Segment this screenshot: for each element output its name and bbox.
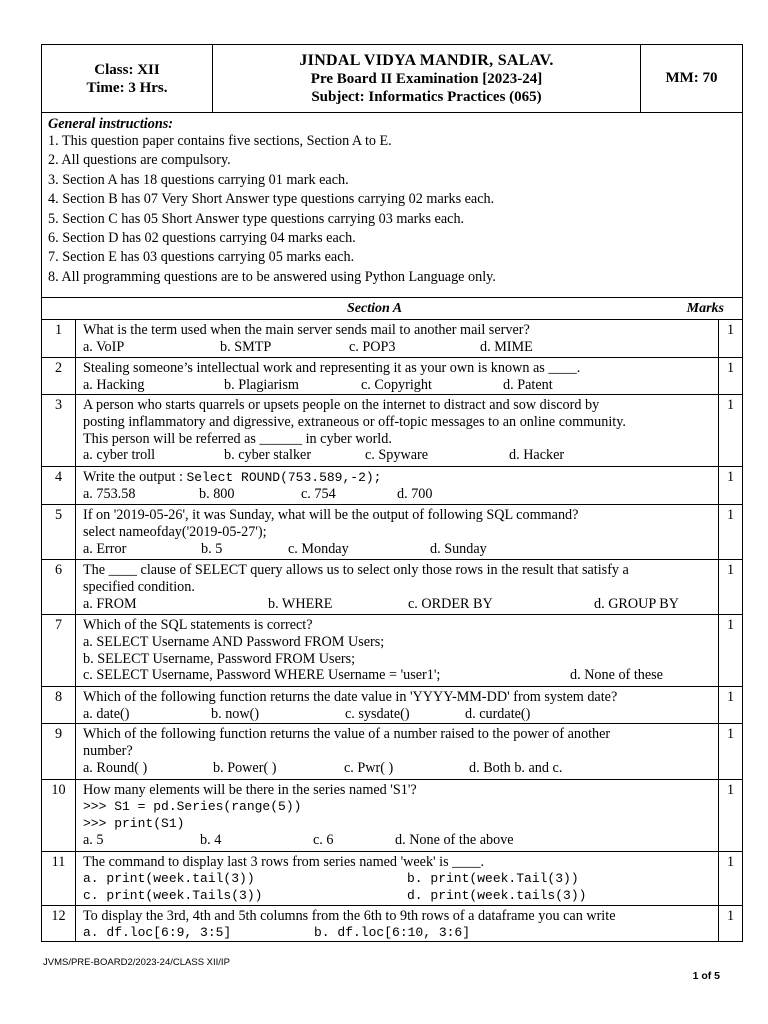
question-row	[42, 505, 742, 560]
option: c. POP3	[349, 338, 396, 355]
option: c. print(week.Tails(3))	[83, 887, 263, 903]
instruction-item: 5. Section C has 05 Short Answer type questions carrying 03 marks each.	[48, 210, 465, 227]
question-number: 3	[54, 397, 63, 413]
question-text: Stealing someone’s intellectual work and representing it as your own is known as ____.	[83, 360, 581, 376]
option: d. Patent	[503, 376, 553, 393]
section-title: Section A	[347, 301, 403, 316]
question-text-line: Which of the following function returns the value of a number raised to the power of another	[83, 726, 611, 742]
question-text-line: select nameofday('2019-05-27');	[83, 523, 267, 540]
question-text: What is the term used when the main server sends mail to another mail server?	[83, 322, 530, 338]
code-line: >>> print(S1)	[83, 815, 185, 831]
page-number: 1 of 5	[692, 970, 720, 982]
option: c. SELECT Username, Password WHERE Username = 'user1';	[83, 667, 441, 684]
question-text-line: number?	[83, 742, 133, 759]
question-marks: 1	[726, 360, 735, 376]
question-marks: 1	[726, 562, 735, 578]
option: c. Monday	[288, 540, 349, 557]
question-row	[42, 687, 742, 724]
option: a. Hacking	[83, 376, 145, 393]
option: c. 754	[301, 485, 336, 502]
question-row	[42, 724, 742, 780]
option: b. Power( )	[213, 759, 277, 776]
question-number: 11	[51, 854, 66, 870]
code-snippet: Select ROUND(753.589,-2);	[186, 470, 382, 485]
question-row	[42, 780, 742, 852]
question-row	[42, 560, 742, 615]
option: d. Sunday	[430, 540, 487, 557]
question-row	[42, 852, 742, 906]
question-number: 2	[54, 360, 63, 376]
option: a. Round( )	[83, 759, 148, 776]
question-marks: 1	[726, 782, 735, 798]
option: b. df.loc[6:10, 3:6]	[314, 924, 471, 940]
exam-name: Pre Board II Examination [2023-24]	[310, 70, 543, 87]
question-number: 7	[54, 617, 63, 633]
option: a. 753.58	[83, 485, 136, 502]
question-text: To display the 3rd, 4th and 5th columns from the 6th to 9th rows of a dataframe you can write	[83, 908, 616, 924]
section-heading-row	[42, 299, 742, 320]
question-row	[42, 395, 742, 467]
question-text-line: This person will be referred as ______ in cyber world.	[83, 430, 392, 447]
subject-name: Subject: Informatics Practices (065)	[311, 88, 542, 105]
question-marks: 1	[726, 397, 735, 413]
option: a. print(week.tail(3))	[83, 870, 255, 886]
question-marks: 1	[726, 469, 735, 485]
question-row	[42, 320, 742, 358]
question-text-line: specified condition.	[83, 578, 195, 595]
option: a. FROM	[83, 595, 137, 612]
question-row	[42, 358, 742, 395]
option: a. df.loc[6:9, 3:5]	[83, 924, 232, 940]
option: d. 700	[397, 485, 433, 502]
option: d. curdate()	[465, 705, 531, 722]
question-marks: 1	[726, 322, 735, 338]
option: d. MIME	[480, 338, 533, 355]
general-instructions	[42, 113, 742, 298]
option: b. SMTP	[220, 338, 272, 355]
option: b. 4	[200, 832, 222, 849]
question-number: 12	[51, 908, 66, 924]
instruction-item: 6. Section D has 02 questions carrying 04 marks each.	[48, 230, 356, 247]
question-text: How many elements will be there in the series named 'S1'?	[83, 782, 417, 798]
school-name: JINDAL VIDYA MANDIR, SALAV.	[299, 51, 554, 69]
option: c. Pwr( )	[344, 759, 394, 776]
instruction-item: 3. Section A has 18 questions carrying 01 mark each.	[48, 171, 349, 188]
option: b. 5	[201, 540, 223, 557]
question-number: 5	[54, 507, 63, 523]
code-line: >>> S1 = pd.Series(range(5))	[83, 798, 302, 814]
question-row	[42, 906, 742, 941]
instructions-title: General instructions:	[48, 116, 173, 132]
question-paper	[41, 44, 743, 942]
option: d. print(week.tails(3))	[407, 887, 587, 903]
paper-header	[42, 45, 742, 113]
option: a. Error	[83, 540, 127, 557]
max-marks: MM: 70	[665, 70, 718, 86]
class-time-cell	[42, 45, 213, 112]
instruction-item: 8. All programming questions are to be answered using Python Language only.	[48, 268, 496, 285]
question-number: 1	[54, 322, 63, 338]
question-marks: 1	[726, 854, 735, 870]
question-number: 9	[54, 726, 63, 742]
instruction-item: 4. Section B has 07 Very Short Answer type questions carrying 02 marks each.	[48, 191, 495, 208]
footer-code: JVMS/PRE-BOARD2/2023-24/CLASS XII/IP	[43, 957, 230, 968]
option: d. Both b. and c.	[469, 759, 563, 776]
question-number: 10	[51, 782, 66, 798]
option: d. None of these	[570, 667, 663, 684]
question-number: 4	[54, 469, 63, 485]
question-marks: 1	[726, 689, 735, 705]
question-marks: 1	[726, 507, 735, 523]
option-line: b. SELECT Username, Password FROM Users;	[83, 650, 356, 667]
option: c. ORDER BY	[408, 595, 493, 612]
option: c. Spyware	[365, 447, 429, 464]
option: b. WHERE	[268, 595, 333, 612]
question-row	[42, 615, 742, 687]
option: a. VoIP	[83, 338, 125, 355]
question-marks: 1	[726, 726, 735, 742]
instruction-item: 1. This question paper contains five sections, Section A to E.	[48, 133, 392, 149]
question-text-line: A person who starts quarrels or upsets people on the internet to distract and sow discord by	[83, 397, 600, 413]
option: d. GROUP BY	[594, 595, 680, 612]
school-cell	[213, 45, 641, 112]
option: a. date()	[83, 705, 130, 722]
option-line: a. SELECT Username AND Password FROM Users;	[83, 633, 385, 650]
question-text-line: The ____ clause of SELECT query allows us to select only those rows in the result that satisfy a	[83, 562, 629, 578]
option: b. now()	[211, 705, 260, 722]
option: d. Hacker	[509, 447, 565, 464]
question-text-line: posting inflammatory and digressive, extraneous or off-topic messages to an online community.	[83, 413, 626, 430]
option: c. sysdate()	[345, 705, 410, 722]
question-row	[42, 467, 742, 505]
question-number: 6	[54, 562, 63, 578]
question-text-line: Which of the SQL statements is correct?	[83, 617, 313, 633]
option: a. 5	[83, 832, 104, 849]
time-label: Time: 3 Hrs.	[86, 79, 168, 96]
question-text-line: If on '2019-05-26', it was Sunday, what will be the output of following SQL command?	[83, 507, 579, 523]
question-text: The command to display last 3 rows from series named 'week' is ____.	[83, 854, 485, 870]
question-marks: 1	[726, 617, 735, 633]
option: b. 800	[199, 485, 235, 502]
instruction-item: 7. Section E has 03 questions carrying 05 marks each.	[48, 249, 355, 266]
question-text: Which of the following function returns the date value in 'YYYY-MM-DD' from system date?	[83, 689, 618, 705]
question-marks: 1	[726, 908, 735, 924]
marks-header: Marks	[686, 301, 724, 316]
instruction-item: 2. All questions are compulsory.	[48, 152, 231, 169]
option: b. cyber stalker	[224, 447, 312, 464]
option: d. None of the above	[395, 832, 514, 849]
question-text: Write the output :	[83, 469, 183, 485]
option: c. Copyright	[361, 376, 432, 393]
option: b. print(week.Tail(3))	[407, 870, 579, 886]
option: c. 6	[313, 832, 334, 849]
question-number: 8	[54, 689, 63, 705]
option: a. cyber troll	[83, 447, 156, 464]
option: b. Plagiarism	[224, 376, 299, 393]
class-label: Class: XII	[94, 61, 160, 78]
